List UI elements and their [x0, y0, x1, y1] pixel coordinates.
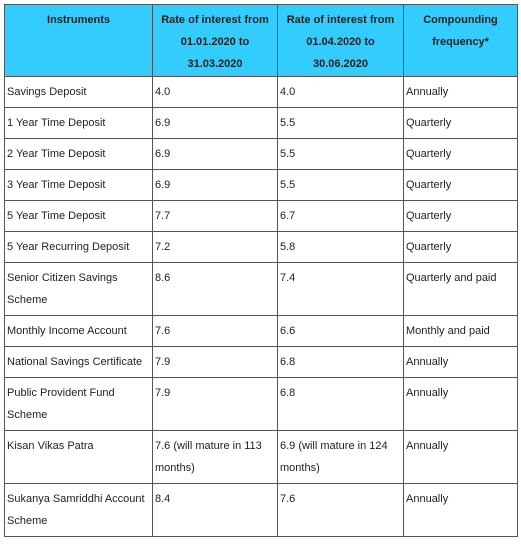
table-row — [5, 77, 518, 108]
table-row — [5, 139, 518, 170]
cell-rate-old: 6.9 — [153, 108, 278, 139]
cell-instrument: 2 Year Time Deposit — [5, 139, 153, 170]
cell-rate-new: 5.8 — [278, 232, 404, 263]
cell-rate-old: 7.2 — [153, 232, 278, 263]
cell-compounding: Annually — [404, 77, 518, 108]
cell-compounding: Quarterly — [404, 108, 518, 139]
cell-compounding: Annually — [404, 484, 518, 537]
cell-instrument: Public Provident Fund Scheme — [5, 378, 153, 431]
cell-compounding: Annually — [404, 431, 518, 484]
cell-instrument: 5 Year Recurring Deposit — [5, 232, 153, 263]
cell-rate-old: 7.6 — [153, 316, 278, 347]
cell-instrument: Monthly Income Account — [5, 316, 153, 347]
header-rate-q4: Rate of interest from 01.01.2020 to 31.03.2020 — [153, 5, 278, 77]
cell-rate-old: 7.9 — [153, 378, 278, 431]
cell-instrument: 3 Year Time Deposit — [5, 170, 153, 201]
cell-rate-old: 7.9 — [153, 347, 278, 378]
cell-instrument: Sukanya Samriddhi Account Scheme — [5, 484, 153, 537]
cell-rate-old: 6.9 — [153, 139, 278, 170]
cell-compounding: Annually — [404, 347, 518, 378]
cell-rate-new: 4.0 — [278, 77, 404, 108]
table-row — [5, 170, 518, 201]
table-row — [5, 378, 518, 431]
table-row — [5, 232, 518, 263]
table-row — [5, 484, 518, 537]
cell-rate-old: 4.0 — [153, 77, 278, 108]
cell-compounding: Quarterly and paid — [404, 263, 518, 316]
cell-instrument: Senior Citizen Savings Scheme — [5, 263, 153, 316]
header-row — [5, 5, 518, 77]
header-instruments: Instruments — [5, 5, 153, 77]
cell-rate-new: 7.6 — [278, 484, 404, 537]
cell-compounding: Monthly and paid — [404, 316, 518, 347]
cell-rate-new: 6.9 (will mature in 124 months) — [278, 431, 404, 484]
table-row — [5, 347, 518, 378]
cell-rate-new: 6.8 — [278, 347, 404, 378]
header-rate-q1: Rate of interest from 01.04.2020 to 30.06.2020 — [278, 5, 404, 77]
header-compounding: Compounding frequency* — [404, 5, 518, 77]
cell-compounding: Quarterly — [404, 232, 518, 263]
cell-rate-old: 8.4 — [153, 484, 278, 537]
table-row — [5, 263, 518, 316]
cell-instrument: 1 Year Time Deposit — [5, 108, 153, 139]
table-row — [5, 316, 518, 347]
cell-instrument: Savings Deposit — [5, 77, 153, 108]
cell-rate-old: 8.6 — [153, 263, 278, 316]
cell-instrument: National Savings Certificate — [5, 347, 153, 378]
cell-rate-new: 6.7 — [278, 201, 404, 232]
table-header — [5, 5, 518, 77]
table-body — [5, 77, 518, 537]
cell-instrument: 5 Year Time Deposit — [5, 201, 153, 232]
table-row — [5, 431, 518, 484]
table-row — [5, 201, 518, 232]
cell-rate-new: 5.5 — [278, 139, 404, 170]
cell-rate-new: 5.5 — [278, 108, 404, 139]
cell-compounding: Quarterly — [404, 139, 518, 170]
interest-rates-table — [4, 4, 518, 537]
cell-rate-new: 6.6 — [278, 316, 404, 347]
cell-compounding: Quarterly — [404, 201, 518, 232]
cell-compounding: Quarterly — [404, 170, 518, 201]
cell-compounding: Annually — [404, 378, 518, 431]
table-row — [5, 108, 518, 139]
cell-rate-old: 7.7 — [153, 201, 278, 232]
cell-instrument: Kisan Vikas Patra — [5, 431, 153, 484]
cell-rate-new: 5.5 — [278, 170, 404, 201]
cell-rate-new: 6.8 — [278, 378, 404, 431]
cell-rate-old: 7.6 (will mature in 113 months) — [153, 431, 278, 484]
cell-rate-new: 7.4 — [278, 263, 404, 316]
cell-rate-old: 6.9 — [153, 170, 278, 201]
